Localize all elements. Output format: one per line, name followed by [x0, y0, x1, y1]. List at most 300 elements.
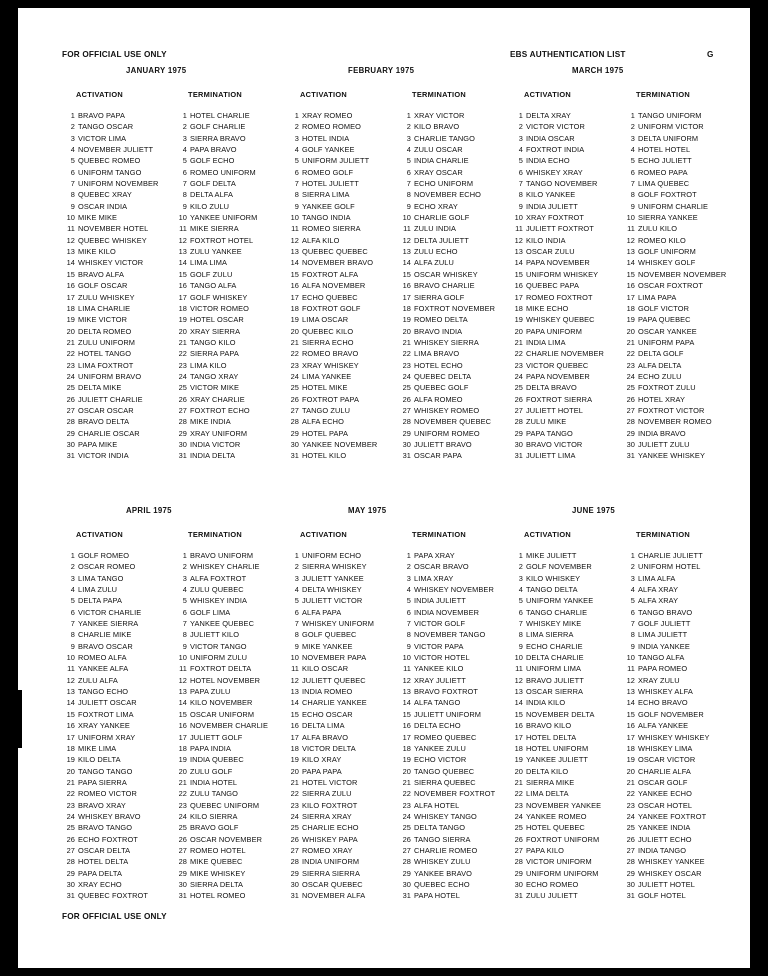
row-codeword: UNIFORM UNIFORM: [526, 868, 599, 878]
table-row: [286, 845, 394, 856]
table-row: [398, 246, 506, 257]
row-codeword: INDIA NOVEMBER: [414, 607, 480, 617]
row-number: 9: [182, 201, 187, 211]
row-number: 26: [290, 394, 299, 404]
table-row: [62, 732, 170, 743]
table-row: [510, 652, 618, 663]
row-codeword: PAPA QUEBEC: [638, 315, 691, 325]
row-codeword: BRAVO ALFA: [78, 269, 125, 279]
row-codeword: GOLF VICTOR: [638, 303, 690, 313]
row-codeword: UNIFORM VICTOR: [638, 122, 704, 132]
row-number: 17: [626, 732, 635, 742]
row-number: 5: [294, 156, 299, 166]
row-number: 28: [178, 857, 187, 867]
table-row: [510, 550, 618, 561]
row-codeword: GOLF YANKEE: [302, 145, 355, 155]
row-number: 4: [70, 145, 75, 155]
table-row: [62, 573, 170, 584]
row-number: 13: [514, 687, 523, 697]
row-codeword: DELTA TANGO: [414, 823, 466, 833]
row-number: 30: [514, 439, 523, 449]
row-codeword: ZULU JULIETT: [526, 891, 578, 901]
table-row: [510, 834, 618, 845]
row-number: 26: [402, 834, 411, 844]
row-codeword: JULIETT BRAVO: [414, 439, 472, 449]
row-codeword: UNIFORM ECHO: [302, 551, 362, 560]
row-number: 30: [402, 439, 411, 449]
table-row: [62, 890, 170, 901]
row-number: 5: [630, 156, 635, 166]
row-codeword: TANGO KILO: [190, 337, 236, 347]
table-row: [510, 618, 618, 629]
col-header-termination-may: TERMINATION: [412, 530, 467, 539]
row-codeword: GOLF ROMEO: [78, 551, 130, 560]
row-codeword: PAPA PAPA: [302, 766, 342, 776]
table-row: [510, 856, 618, 867]
row-number: 13: [290, 247, 299, 257]
row-codeword: LIMA SIERRA: [526, 630, 574, 640]
row-codeword: JULIETT VICTOR: [302, 596, 363, 606]
row-codeword: UNIFORM HOTEL: [638, 562, 701, 572]
table-row: [286, 155, 394, 166]
table-row: [622, 811, 730, 822]
row-codeword: YANKEE INDIA: [638, 823, 691, 833]
row-number: 2: [518, 562, 523, 572]
table-row: [286, 629, 394, 640]
row-number: 2: [518, 122, 523, 132]
row-codeword: JULIETT ZULU: [638, 439, 690, 449]
table-row: [286, 720, 394, 731]
row-number: 18: [514, 303, 523, 313]
row-number: 19: [290, 315, 299, 325]
row-codeword: NOVEMBER CHARLIE: [190, 721, 268, 731]
row-number: 16: [626, 281, 635, 291]
row-codeword: PAPA NOVEMBER: [526, 371, 590, 381]
row-codeword: LIMA ZULU: [78, 585, 118, 595]
table-row: [398, 121, 506, 132]
row-number: 12: [66, 235, 75, 245]
row-codeword: JULIETT ECHO: [638, 834, 692, 844]
row-codeword: BRAVO INDIA: [414, 326, 463, 336]
row-codeword: ECHO FOXTROT: [78, 834, 138, 844]
row-codeword: DELTA GOLF: [638, 349, 684, 359]
row-number: 20: [66, 326, 75, 336]
row-codeword: WHISKEY XRAY: [526, 167, 583, 177]
row-number: 16: [178, 281, 187, 291]
row-number: 16: [66, 721, 75, 731]
row-number: 3: [406, 133, 411, 143]
row-codeword: SIERRA ZULU: [302, 789, 352, 799]
row-number: 21: [290, 337, 299, 347]
table-row: [62, 584, 170, 595]
row-codeword: WHISKEY OSCAR: [638, 868, 702, 878]
row-number: 10: [290, 213, 299, 223]
table-row: [174, 416, 282, 427]
row-codeword: KILO DELTA: [78, 755, 121, 765]
table-row: [174, 110, 282, 121]
table-row: [286, 663, 394, 674]
table-row: [62, 257, 170, 268]
row-number: 5: [182, 156, 187, 166]
row-codeword: NOVEMBER DELTA: [526, 709, 595, 719]
row-number: 27: [290, 405, 299, 415]
row-number: 31: [66, 451, 75, 461]
row-codeword: OSCAR FOXTROT: [638, 281, 703, 291]
table-row: [398, 371, 506, 382]
table-row: [622, 890, 730, 901]
row-codeword: VICTOR MIKE: [190, 383, 240, 393]
table-row: [510, 561, 618, 572]
row-number: 23: [290, 360, 299, 370]
table-row: [174, 618, 282, 629]
row-number: 24: [626, 371, 635, 381]
table-row: [62, 382, 170, 393]
table-row: [510, 326, 618, 337]
row-codeword: KILO FOXTROT: [302, 800, 358, 810]
row-number: 13: [626, 687, 635, 697]
row-codeword: SIERRA LIMA: [302, 190, 350, 200]
row-codeword: JULIETT QUEBEC: [302, 675, 366, 685]
row-codeword: SIERRA ECHO: [302, 337, 354, 347]
table-row: [286, 246, 394, 257]
table-row: [62, 822, 170, 833]
row-codeword: MIKE LIMA: [78, 743, 117, 753]
table-row: [622, 561, 730, 572]
row-number: 28: [402, 857, 411, 867]
row-number: 15: [178, 709, 187, 719]
table-row: [62, 800, 170, 811]
row-number: 7: [630, 179, 635, 189]
table-row: [62, 561, 170, 572]
month-title-may: MAY 1975: [348, 506, 387, 515]
row-number: 1: [406, 111, 411, 120]
row-codeword: TANGO NOVEMBER: [526, 179, 598, 189]
row-codeword: BRAVO KILO: [526, 721, 572, 731]
table-row: [286, 416, 394, 427]
row-codeword: INDIA QUEBEC: [190, 755, 244, 765]
row-number: 7: [70, 179, 75, 189]
table-row: [398, 834, 506, 845]
table-row: [286, 777, 394, 788]
row-number: 25: [514, 383, 523, 393]
table-row: [398, 856, 506, 867]
row-number: 16: [402, 281, 411, 291]
table-row: [622, 675, 730, 686]
table-row: [510, 720, 618, 731]
row-number: 11: [627, 664, 635, 674]
row-number: 3: [406, 573, 411, 583]
row-codeword: HOTEL ROMEO: [190, 891, 246, 901]
table-row: [510, 178, 618, 189]
row-number: 6: [406, 607, 411, 617]
table-row: [398, 663, 506, 674]
row-number: 9: [294, 201, 299, 211]
row-number: 12: [402, 235, 411, 245]
table-row: [174, 223, 282, 234]
row-codeword: BRAVO CHARLIE: [414, 281, 475, 291]
row-number: 5: [182, 596, 187, 606]
table-row: [510, 450, 618, 461]
row-number: 9: [406, 641, 411, 651]
row-number: 16: [514, 721, 523, 731]
table-row: [286, 686, 394, 697]
table-row: [62, 675, 170, 686]
row-codeword: XRAY FOXTROT: [526, 213, 585, 223]
table-row: [510, 348, 618, 359]
row-number: 24: [514, 371, 523, 381]
row-codeword: HOTEL DELTA: [526, 732, 577, 742]
table-row: [62, 709, 170, 720]
row-codeword: HOTEL OSCAR: [190, 315, 244, 325]
row-codeword: JULIETT LIMA: [526, 451, 576, 461]
row-number: 19: [514, 315, 523, 325]
table-row: [510, 314, 618, 325]
row-number: 12: [514, 235, 523, 245]
row-codeword: PAPA NOVEMBER: [526, 258, 590, 268]
row-codeword: SIERRA BRAVO: [190, 133, 246, 143]
row-codeword: TANGO QUEBEC: [414, 766, 475, 776]
row-codeword: HOTEL INDIA: [302, 133, 350, 143]
row-number: 28: [290, 417, 299, 427]
row-number: 2: [406, 562, 411, 572]
row-codeword: CHARLIE ROMEO: [414, 845, 478, 855]
table-row: [398, 754, 506, 765]
table-row: [398, 879, 506, 890]
row-codeword: DELTA PAPA: [78, 596, 122, 606]
table-row: [174, 292, 282, 303]
table-row: [398, 269, 506, 280]
table-row: [62, 788, 170, 799]
table-row: [62, 223, 170, 234]
row-number: 9: [70, 641, 75, 651]
row-number: 27: [514, 845, 523, 855]
row-codeword: WHISKEY YANKEE: [638, 857, 705, 867]
row-codeword: QUEBEC KILO: [302, 326, 354, 336]
row-codeword: JULIETT FOXTROT: [526, 224, 594, 234]
row-number: 30: [66, 879, 75, 889]
month-title-january: JANUARY 1975: [126, 66, 187, 75]
row-number: 10: [66, 213, 75, 223]
table-row: [62, 641, 170, 652]
row-codeword: OSCAR ZULU: [526, 247, 575, 257]
row-number: 28: [402, 417, 411, 427]
row-number: 22: [66, 349, 75, 359]
table-row: [510, 439, 618, 450]
column-apr-termination: [174, 550, 282, 902]
row-number: 13: [66, 247, 75, 257]
table-row: [398, 212, 506, 223]
scan-artifact-left: [0, 690, 22, 748]
row-codeword: GOLF HOTEL: [638, 891, 686, 901]
table-row: [510, 121, 618, 132]
row-codeword: NOVEMBER PAPA: [302, 653, 367, 663]
classification-bottom: FOR OFFICIAL USE ONLY: [62, 912, 167, 921]
row-number: 19: [290, 755, 299, 765]
row-number: 7: [518, 619, 523, 629]
row-number: 14: [178, 258, 187, 268]
table-row: [286, 269, 394, 280]
row-number: 9: [294, 641, 299, 651]
table-row: [174, 348, 282, 359]
row-codeword: PAPA ROMEO: [638, 664, 688, 674]
row-codeword: TANGO ALFA: [190, 281, 237, 291]
row-codeword: XRAY YANKEE: [78, 721, 130, 731]
row-codeword: GOLF NOVEMBER: [638, 709, 704, 719]
table-row: [622, 450, 730, 461]
table-row: [510, 697, 618, 708]
table-row: [174, 405, 282, 416]
table-row: [62, 618, 170, 629]
row-number: 30: [402, 879, 411, 889]
table-row: [62, 269, 170, 280]
table-row: [510, 428, 618, 439]
row-codeword: XRAY CHARLIE: [190, 394, 245, 404]
table-row: [174, 629, 282, 640]
table-row: [286, 121, 394, 132]
row-codeword: CHARLIE GOLF: [414, 213, 470, 223]
table-row: [286, 235, 394, 246]
row-number: 20: [290, 326, 299, 336]
row-number: 13: [178, 687, 187, 697]
row-codeword: TANGO CHARLIE: [526, 607, 588, 617]
row-codeword: UNIFORM BRAVO: [78, 371, 142, 381]
row-codeword: ALFA BRAVO: [302, 732, 349, 742]
row-codeword: MIKE QUEBEC: [190, 857, 243, 867]
row-codeword: OSCAR PAPA: [414, 451, 462, 461]
row-number: 3: [630, 133, 635, 143]
row-number: 12: [402, 675, 411, 685]
table-row: [398, 416, 506, 427]
row-number: 14: [290, 258, 299, 268]
table-row: [286, 360, 394, 371]
row-codeword: OSCAR HOTEL: [638, 800, 693, 810]
row-codeword: VICTOR HOTEL: [414, 653, 470, 663]
row-number: 20: [514, 766, 523, 776]
table-row: [398, 382, 506, 393]
row-number: 18: [514, 743, 523, 753]
table-row: [174, 584, 282, 595]
row-codeword: LIMA JULIETT: [638, 630, 688, 640]
table-row: [174, 732, 282, 743]
row-codeword: ALFA DELTA: [638, 360, 682, 370]
row-codeword: JULIETT YANKEE: [302, 573, 364, 583]
row-codeword: HOTEL NOVEMBER: [190, 675, 261, 685]
row-number: 22: [514, 349, 523, 359]
row-number: 12: [290, 235, 299, 245]
row-number: 25: [290, 383, 299, 393]
table-row: [622, 550, 730, 561]
table-row: [174, 394, 282, 405]
month-titles-row-2: [48, 506, 720, 522]
row-codeword: DELTA KILO: [526, 766, 569, 776]
row-number: 15: [66, 269, 75, 279]
row-number: 19: [178, 755, 187, 765]
row-codeword: JULIETT KILO: [190, 630, 240, 640]
table-row: [622, 382, 730, 393]
month-title-april: APRIL 1975: [126, 506, 172, 515]
row-codeword: HOTEL UNIFORM: [526, 743, 589, 753]
table-row: [286, 257, 394, 268]
row-codeword: ROMEO ROMEO: [302, 122, 361, 132]
row-number: 20: [626, 766, 635, 776]
row-number: 4: [294, 145, 299, 155]
row-number: 12: [178, 235, 187, 245]
row-codeword: INDIA CHARLIE: [414, 156, 469, 166]
row-number: 29: [290, 868, 299, 878]
row-codeword: QUEBEC DELTA: [414, 371, 472, 381]
row-number: 13: [178, 247, 187, 257]
row-number: 10: [626, 653, 635, 663]
row-codeword: ROMEO PAPA: [638, 167, 688, 177]
row-codeword: PAPA HOTEL: [414, 891, 460, 901]
row-codeword: BRAVO PAPA: [78, 111, 125, 120]
table-row: [62, 720, 170, 731]
col-header-termination-feb: TERMINATION: [412, 90, 467, 99]
table-row: [62, 326, 170, 337]
row-codeword: INDIA UNIFORM: [302, 857, 360, 867]
table-row: [286, 439, 394, 450]
row-number: 6: [70, 607, 75, 617]
row-number: 6: [294, 167, 299, 177]
row-number: 11: [515, 664, 523, 674]
table-row: [286, 133, 394, 144]
table-row: [398, 811, 506, 822]
row-number: 16: [402, 721, 411, 731]
row-number: 15: [402, 709, 411, 719]
table-row: [174, 337, 282, 348]
row-number: 12: [626, 235, 635, 245]
row-number: 18: [290, 303, 299, 313]
row-number: 3: [294, 573, 299, 583]
table-row: [62, 663, 170, 674]
table-row: [398, 439, 506, 450]
table-row: [62, 155, 170, 166]
table-row: [62, 450, 170, 461]
row-number: 22: [290, 349, 299, 359]
row-codeword: INDIA DELTA: [190, 451, 236, 461]
table-row: [510, 133, 618, 144]
table-row: [622, 720, 730, 731]
row-number: 15: [178, 269, 187, 279]
row-codeword: CHARLIE ECHO: [302, 823, 359, 833]
row-codeword: LIMA FOXTROT: [78, 360, 134, 370]
table-row: [286, 743, 394, 754]
row-codeword: NOVEMBER JULIETT: [78, 145, 154, 155]
table-row: [286, 879, 394, 890]
row-codeword: INDIA HOTEL: [190, 777, 238, 787]
row-number: 14: [66, 698, 75, 708]
row-codeword: WHISKEY QUEBEC: [526, 315, 595, 325]
table-row: [510, 822, 618, 833]
table-row: [174, 178, 282, 189]
row-number: 28: [626, 857, 635, 867]
row-codeword: WHISKEY WHISKEY: [638, 732, 710, 742]
row-number: 9: [518, 201, 523, 211]
table-row: [62, 337, 170, 348]
row-codeword: UNIFORM JULIETT: [302, 156, 370, 166]
row-number: 17: [514, 292, 523, 302]
table-row: [622, 212, 730, 223]
table-row: [510, 732, 618, 743]
row-codeword: SIERRA WHISKEY: [302, 562, 367, 572]
table-row: [510, 573, 618, 584]
row-number: 31: [66, 891, 75, 901]
row-number: 19: [626, 755, 635, 765]
row-codeword: ZULU YANKEE: [190, 247, 242, 257]
table-row: [398, 360, 506, 371]
row-codeword: ROMEO VICTOR: [78, 789, 137, 799]
row-number: 1: [182, 551, 187, 560]
